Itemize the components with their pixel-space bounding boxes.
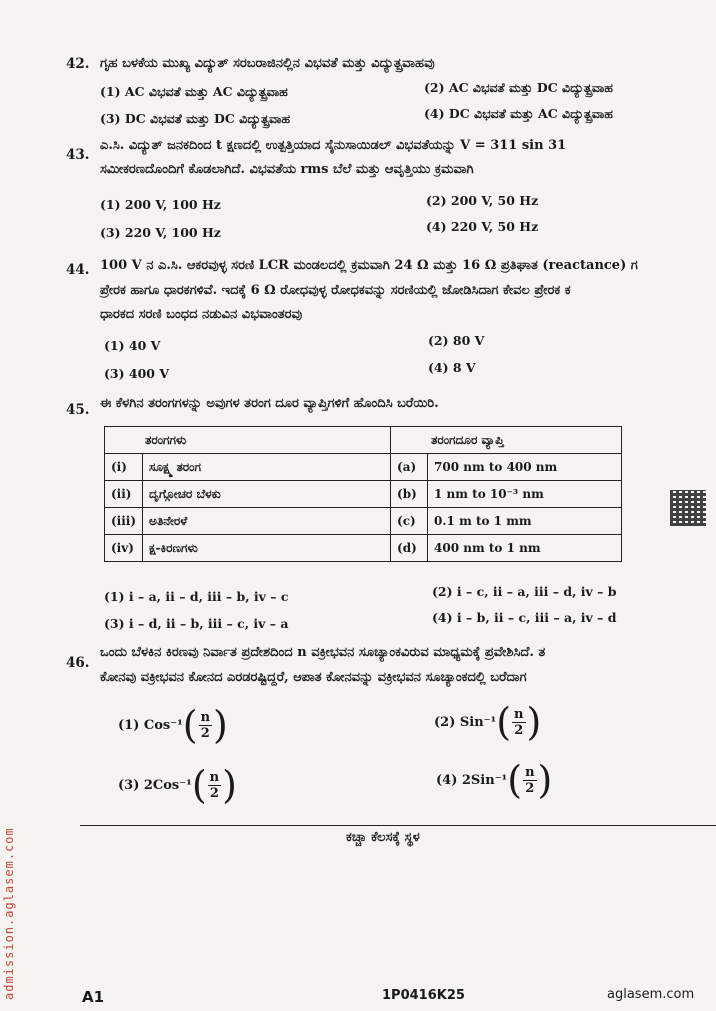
match-table: [104, 426, 622, 562]
footer-code-center: 1P0416K25: [382, 988, 465, 1003]
row-wave: ಕ್ಷ-ಕಿರಣಗಳು: [143, 535, 391, 562]
fraction-denominator: 2: [525, 780, 535, 796]
left-paren-icon: (: [191, 763, 207, 807]
table-header-row: [105, 427, 622, 454]
right-paren-icon: ): [213, 703, 228, 747]
question-44-line-3: ಧಾರಕದ ಸರಣಿ ಬಂಧದ ನಡುವಿನ ವಿಭವಾಂತರವು: [100, 307, 303, 322]
row-wave: ಅತಿನೇರಳೆ: [143, 508, 391, 535]
table-row: [105, 508, 622, 535]
question-45-option-4: (4) i – b, ii – c, iii – a, iv – d: [432, 610, 617, 625]
row-range: 0.1 m to 1 mm: [428, 508, 622, 535]
question-44-option-4: (4) 8 V: [428, 360, 476, 375]
question-44-option-1: (1) 40 V: [104, 338, 161, 353]
right-paren-icon: ): [537, 758, 553, 802]
left-paren-icon: (: [182, 703, 198, 747]
question-45-text: ಈ ಕೆಳಗಿನ ತರಂಗಗಳನ್ನು ಅವುಗಳ ತರಂಗ ದೂರ ವ್ಯಾಪ್ತಿಗಳಿಗೆ ಹೊಂದಿಸಿ ಬರೆಯಿರಿ.: [100, 396, 439, 411]
footer-code-left: A1: [82, 988, 105, 1006]
question-42-option-3: (3) DC ವಿಭವತೆ ಮತ್ತು DC ವಿದ್ಯುತ್ಪ್ರವಾಹ: [100, 111, 291, 126]
table-row: [105, 454, 622, 481]
side-watermark: admission.aglasem.com: [2, 827, 16, 1000]
separator-line: [80, 825, 716, 826]
option-label: (1) Cos⁻¹: [118, 717, 183, 733]
fraction-denominator: 2: [514, 722, 524, 738]
question-44-line-2: ಪ್ರೇರಕ ಹಾಗೂ ಧಾರಕಗಳಿವೆ. ಇದಕ್ಕೆ 6 Ω ರೋಧವುಳ್ಳ ರೋಧಕವನ್ನು ಸರಣಿಯಲ್ಲಿ ಜೋಡಿಸಿದಾಗ ಕೇವಲ ಪ್ರೇರಕ ಕ: [100, 283, 571, 298]
row-index: (i): [105, 454, 143, 481]
footer-site: aglasem.com: [607, 987, 695, 1002]
row-range: 700 nm to 400 nm: [428, 454, 622, 481]
fraction-numerator: n: [514, 706, 524, 722]
row-index: (ii): [105, 481, 143, 508]
row-key: (a): [391, 454, 428, 481]
question-46-line-1: ಒಂದು ಬೆಳಕಿನ ಕಿರಣವು ನಿರ್ವಾತ ಪ್ರದೇಶದಿಂದ n ವಕ್ರೀಭವನ ಸೂಚ್ಯಾಂಕವಿರುವ ಮಾಧ್ಯಮಕ್ಕೆ ಪ್ರವೇಶಿಸಿದೆ. ತ: [100, 645, 546, 660]
left-paren-icon: (: [507, 758, 523, 802]
right-paren-icon: ): [222, 763, 237, 807]
table-row: [105, 481, 622, 508]
row-index: (iv): [105, 535, 143, 562]
question-46-option-3: [118, 763, 237, 807]
table-header-waves: ತರಂಗಗಳು: [105, 427, 391, 454]
row-wave: ದೃಗ್ಗೋಚರ ಬೆಳಕು: [143, 481, 391, 508]
question-46-option-2: [434, 700, 542, 744]
fraction-numerator: n: [525, 764, 535, 780]
question-43-option-3: (3) 220 V, 100 Hz: [100, 225, 221, 240]
fraction-numerator: n: [209, 769, 220, 785]
question-45-option-3: (3) i – d, ii – b, iii – c, iv – a: [104, 616, 289, 631]
fraction-denominator: 2: [200, 725, 210, 741]
option-label: (3) 2Cos⁻¹: [118, 777, 192, 793]
question-42-option-1: (1) AC ವಿಭವತೆ ಮತ್ತು AC ವಿದ್ಯುತ್ಪ್ರವಾಹ: [100, 84, 288, 99]
table-row: [105, 535, 622, 562]
row-key: (b): [391, 481, 428, 508]
question-46-line-2: ಕೋನವು ವಕ್ರೀಭವನ ಕೋನದ ಎರಡರಷ್ಟಿದ್ದರೆ, ಆಪಾತ ಕೋನವನ್ನು ವಕ್ರೀಭವನ ಸೂಚ್ಯಾಂಕದಲ್ಲಿ ಬರೆದಾಗ: [100, 670, 527, 685]
fraction-denominator: 2: [209, 785, 219, 801]
question-43-number: 43.: [66, 147, 90, 163]
question-45-option-2: (2) i – c, ii – a, iii – d, iv – b: [432, 584, 617, 599]
question-45-number: 45.: [66, 402, 90, 418]
option-label: (4) 2Sin⁻¹: [436, 772, 508, 788]
question-43-line-1: ಎ.ಸಿ. ವಿದ್ಯುತ್ ಜನಕದಿಂದ t ಕ್ಷಣದಲ್ಲಿ ಉತ್ಪತ್ತಿಯಾದ ಸೈನುಸಾಯಿಡಲ್ ವಿಭವತೆಯನ್ನು V = 311 sin 31: [100, 138, 567, 153]
row-key: (d): [391, 535, 428, 562]
rough-work-heading: ಕಚ್ಚಾ ಕೆಲಸಕ್ಕೆ ಸ್ಥಳ: [346, 830, 420, 845]
question-42-text: ಗೃಹ ಬಳಕೆಯ ಮುಖ್ಯ ವಿದ್ಯುತ್ ಸರಬರಾಜಿನಲ್ಲಿನ ವಿಭವತೆ ಮತ್ತು ವಿದ್ಯುತ್ಪ್ರವಾಹವು: [100, 56, 435, 71]
question-44-option-2: (2) 80 V: [428, 333, 485, 348]
fraction-numerator: n: [200, 709, 211, 725]
question-46-number: 46.: [66, 655, 90, 671]
left-paren-icon: (: [496, 700, 512, 744]
table-header-range: ತರಂಗದೂರ ವ್ಯಾಪ್ತಿ: [391, 427, 622, 454]
row-wave: ಸೂಕ್ಷ್ಮ ತರಂಗ: [143, 454, 391, 481]
row-range: 400 nm to 1 nm: [428, 535, 622, 562]
question-43-option-4: (4) 220 V, 50 Hz: [426, 219, 539, 234]
row-index: (iii): [105, 508, 143, 535]
question-43-option-1: (1) 200 V, 100 Hz: [100, 197, 221, 212]
question-44-line-1: 100 V ನ ಎ.ಸಿ. ಆಕರವುಳ್ಳ ಸರಣಿ LCR ಮಂಡಲದಲ್ಲಿ ಕ್ರಮವಾಗಿ 24 Ω ಮತ್ತು 16 Ω ಪ್ರತಿಘಾತ (reactance) ಗ: [100, 258, 638, 273]
row-range: 1 nm to 10⁻³ nm: [428, 481, 622, 508]
question-44-option-3: (3) 400 V: [104, 366, 170, 381]
question-42-option-4: (4) DC ವಿಭವತೆ ಮತ್ತು AC ವಿದ್ಯುತ್ಪ್ರವಾಹ: [424, 106, 613, 121]
question-42-number: 42.: [66, 56, 90, 72]
question-46-option-1: [118, 703, 228, 747]
question-43-line-2: ಸಮೀಕರಣದೊಂದಿಗೆ ಕೊಡಲಾಗಿದೆ. ವಿಭವತೆಯ rms ಬೆಲೆ ಮತ್ತು ಆವೃತ್ತಿಯು ಕ್ರಮವಾಗಿ: [100, 162, 474, 177]
qr-code-icon: [670, 490, 706, 526]
row-key: (c): [391, 508, 428, 535]
option-label: (2) Sin⁻¹: [434, 714, 497, 730]
question-45-option-1: (1) i – a, ii – d, iii – b, iv – c: [104, 589, 289, 604]
question-46-option-4: [436, 758, 553, 802]
question-42-option-2: (2) AC ವಿಭವತೆ ಮತ್ತು DC ವಿದ್ಯುತ್ಪ್ರವಾಹ: [424, 80, 613, 95]
right-paren-icon: ): [526, 700, 542, 744]
question-44-number: 44.: [66, 262, 90, 278]
question-43-option-2: (2) 200 V, 50 Hz: [426, 193, 539, 208]
